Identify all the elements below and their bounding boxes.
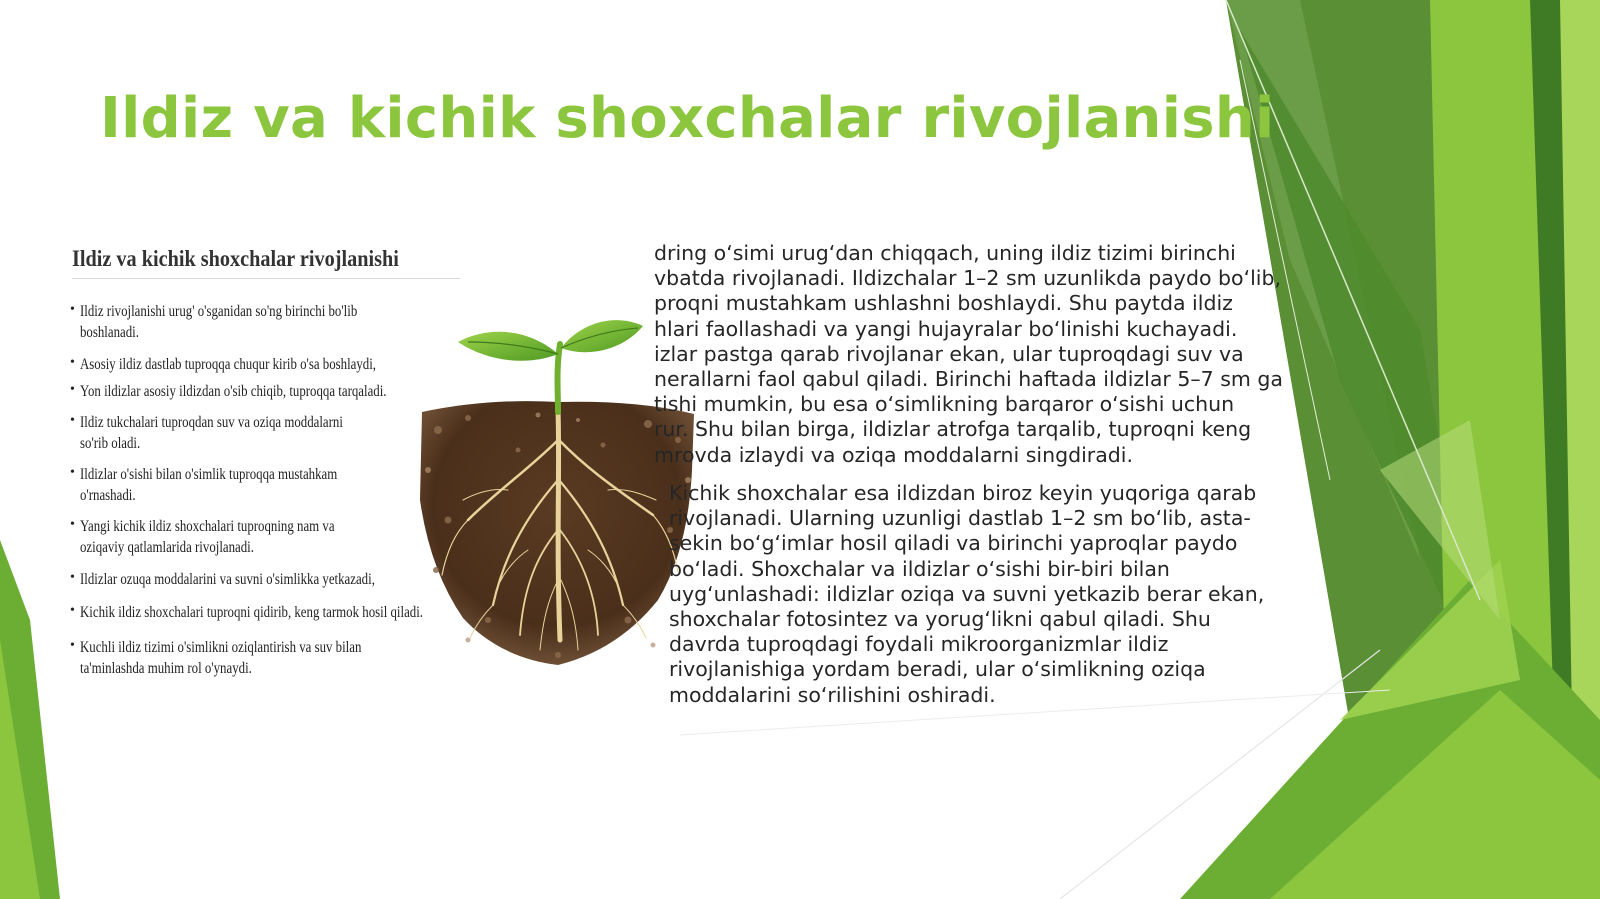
bullet-line: oziqaviy qatlamlarida rivojlanadi. [80, 538, 254, 556]
paragraph-line: sekin bo‘g‘imlar hosil qiladi va birinchi yaproqlar paydo [669, 531, 1238, 556]
bullet-icon: • [70, 355, 75, 370]
paragraph-line: hlari faollashadi va yangi hujayralar bo‘linishi kuchayadi. [654, 316, 1238, 341]
paragraph-line: davrda tuproqdagi foydali mikroorganizmlar ildiz [669, 632, 1169, 657]
bullet-line: Kichik ildiz shoxchalari tuproqni qidirib, keng tarmok hosil qiladi. [80, 604, 424, 621]
bullet-icon: • [70, 638, 75, 653]
slide-title: Ildiz va kichik shoxchalar rivojlanishi [100, 86, 1275, 151]
bullet-line: Yon ildizlar asosiy ildizdan o'sib chiqib, tuproqqa tarqaladi. [80, 383, 387, 400]
bullet-line: boshlanadi. [80, 323, 139, 341]
bullet-line: Asosiy ildiz dastlab tuproqqa chuqur kirib o'sa boshlaydi, [80, 356, 377, 373]
infographic-heading: Ildiz va kichik shoxchalar rivojlanishi [72, 246, 399, 271]
paragraph-line: izlar pastga qarab rivojlanar ekan, ular tuproqdagi suv va [654, 341, 1244, 366]
bullet-line: Yangi kichik ildiz shoxchalari tuproqning nam va [80, 518, 335, 535]
paragraph-line: uyg‘unlashadi: ildizlar oziqa va suvni yetkazib berar ekan, [669, 581, 1265, 606]
bullet-icon: • [70, 517, 75, 532]
bullet-line: Ildizlar ozuqa moddalarini va suvni o'simlikka yetkazadi, [80, 571, 375, 588]
bullet-icon: • [70, 465, 75, 480]
bullet-line: Ildiz rivojlanishi urug' o'sganidan so'ng birinchi bo'lib [80, 303, 358, 320]
bullet-icon: • [70, 413, 75, 428]
paragraph-line: proqni mustahkam ushlashni boshlaydi. Shu paytda ildiz [654, 291, 1233, 316]
bullet-line: Ildiz tukchalari tuproqdan suv va oziqa moddalarni [80, 414, 343, 431]
paragraph-line: rur. Shu bilan birga, ildizlar atrofga tarqalib, tuproqni keng [654, 417, 1252, 442]
bullet-icon: • [70, 603, 75, 618]
paragraph-line: shoxchalar fotosintez va yorug‘likni qabul qiladi. Shu [669, 607, 1211, 632]
bullet-icon: • [70, 302, 75, 317]
seedling-with-roots-icon [408, 320, 708, 680]
bullet-line: so'rib oladi. [80, 434, 141, 452]
paragraph-line: rivojlanishiga yordam beradi, ular o‘simlikning oziqa [669, 657, 1206, 682]
bullet-icon: • [70, 382, 75, 397]
bullet-icon: • [70, 570, 75, 585]
paragraph-line: vbatda rivojlanadi. Ildizchalar 1–2 sm uzunlikda paydo bo‘lib, [654, 266, 1282, 291]
paragraph-line: nerallarni faol qabul qiladi. Birinchi haftada ildizlar 5–7 sm ga [654, 367, 1283, 392]
paragraph-line: moddalarini so‘rilishini oshiradi. [669, 682, 996, 707]
bullet-line: o'rnashadi. [80, 486, 136, 504]
paragraph-line: mrovda izlaydi va oziqa moddalarni singdiradi. [654, 442, 1134, 467]
heading-divider [72, 278, 460, 279]
paragraph-line: Kichik shoxchalar esa ildizdan biroz keyin yuqoriga qarab [669, 481, 1257, 505]
bullet-line: Kuchli ildiz tizimi o'simlikni oziqlantirish va suv bilan [80, 639, 362, 656]
paragraph-line: tishi mumkin, bu esa o‘simlikning barqaror o‘sishi uchun [654, 392, 1235, 417]
paragraph-line: dring o‘simi urug‘dan chiqqach, uning ildiz tizimi birinchi [654, 241, 1236, 265]
bullet-line: ta'minlashda muhim rol o'ynaydi. [80, 659, 252, 677]
bullet-line: Ildizlar o'sishi bilan o'simlik tuproqqa mustahkam [80, 466, 338, 483]
infographic-image [58, 240, 648, 700]
paragraph-line: rivojlanadi. Ularning uzunligi dastlab 1–2 sm bo‘lib, asta- [669, 506, 1251, 531]
paragraph-line: bo‘ladi. Shoxchalar va ildizlar o‘sishi bir-biri bilan [669, 556, 1170, 581]
